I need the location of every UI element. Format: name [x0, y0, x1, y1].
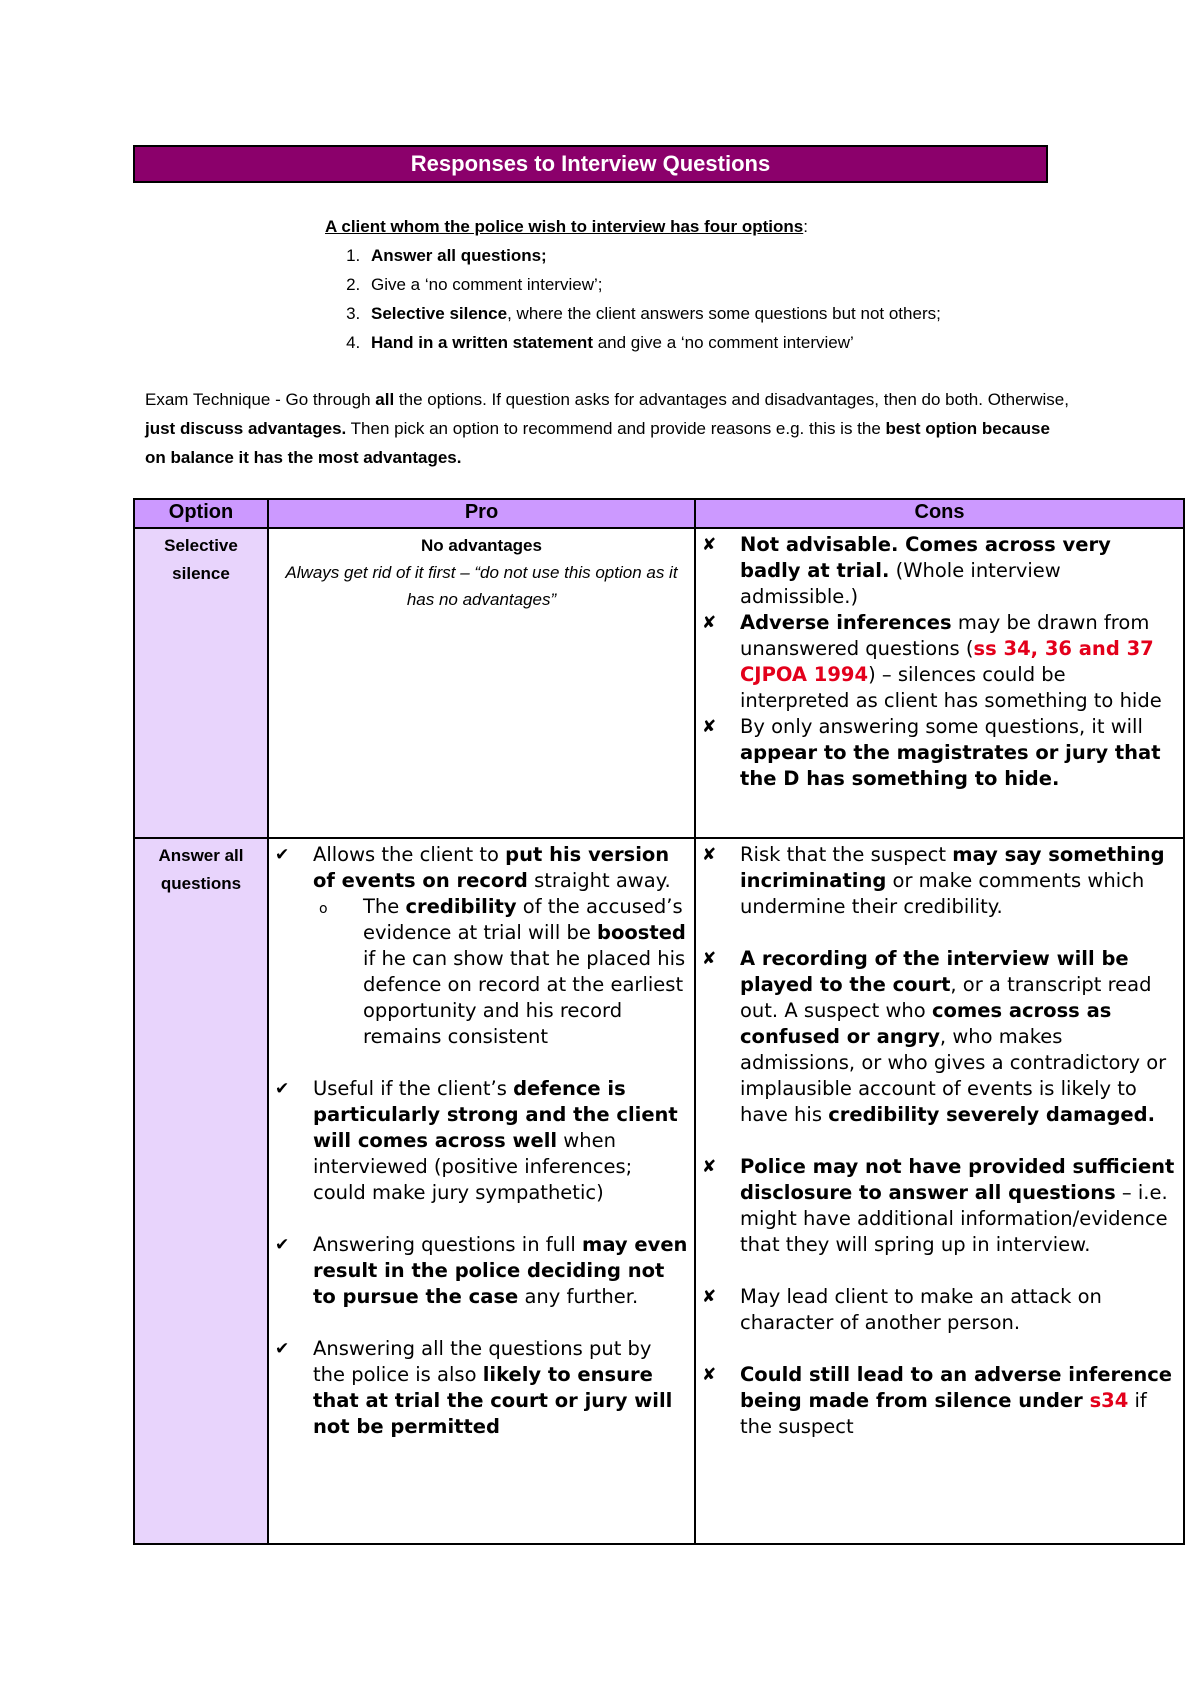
list-item: ✘ Adverse inferences may be drawn from unanswered questions (ss 34, 36 and 37 CJPOA 1994) – silences could be interpreted as client has something to hide [702, 611, 1162, 712]
intro-section [325, 212, 1085, 357]
table-header-row [134, 499, 1184, 528]
list-item: ✔ Answering all the questions put by the police is also likely to ensure that at trial the court or jury will not be permitted [275, 1337, 673, 1438]
cross-icon: ✘ [702, 949, 717, 969]
cross-icon: ✘ [702, 1287, 717, 1307]
options-table [133, 498, 1185, 1545]
list-item: ✔ Allows the client to put his version of events on record straight away. [275, 843, 671, 892]
list-item: ✘ Could still lead to an adverse inference being made from silence under s34 if the suspect [702, 1363, 1173, 1438]
header-cons: Cons [695, 499, 1184, 528]
options-list [325, 241, 1085, 357]
list-item: ✘ Risk that the suspect may say something incriminating or make comments which undermine their credibility. [702, 843, 1165, 918]
pro-note: Always get rid of it first – “do not use this option as it has no advantages” [285, 563, 678, 609]
exam-technique: Exam Technique - Go through all the options. If question asks for advantages and disadvantages, then do both. Otherwise, just discuss advantages. Then pick an option to recommend and provide reasons e.g. this is the best option because on balance it has the most advantages. [145, 390, 1069, 467]
row-pro-cell [268, 528, 695, 838]
cross-icon: ✘ [702, 1365, 717, 1385]
list-item: ✘ Not advisable. Comes across very badly at trial. (Whole interview admissible.) [702, 533, 1111, 608]
option-2: 2. Give a ‘no comment interview’; [365, 270, 1085, 299]
list-item: ✔ Useful if the client’s defence is particularly strong and the client will comes across well when interviewed (positive inferences; could make jury sympathetic) [275, 1077, 678, 1204]
list-item: ✘ A recording of the interview will be played to the court, or a transcript read out. A suspect who comes across as confused or angry, who makes admissions, or who gives a contradictory or implausible account of events is likely to have his credibility severely damaged. [702, 947, 1167, 1126]
list-item: ✘ Police may not have provided sufficient disclosure to answer all questions – i.e. might have additional information/evidence that they will spring up in interview. [702, 1155, 1175, 1256]
option-1: 1. Answer all questions; [365, 241, 1085, 270]
check-icon: ✔ [275, 1339, 290, 1359]
header-pro: Pro [268, 499, 695, 528]
check-icon: ✔ [275, 845, 290, 865]
row-cons-cell [695, 838, 1184, 1544]
row-pro-cell [268, 838, 695, 1544]
cross-icon: ✘ [702, 535, 717, 555]
check-icon: ✔ [275, 1235, 290, 1255]
list-item: ✘ By only answering some questions, it will appear to the magistrates or jury that the D has something to hide. [702, 715, 1161, 790]
list-item: ✔ Answering questions in full may even result in the police deciding not to pursue the case any further. [275, 1233, 688, 1308]
header-option: Option [134, 499, 268, 528]
cross-icon: ✘ [702, 717, 717, 737]
intro-lead: A client whom the police wish to interview has four options: [325, 217, 808, 236]
table-row [134, 838, 1184, 1544]
row-option-label: Answer all questions [134, 838, 268, 1544]
cross-icon: ✘ [702, 845, 717, 865]
check-icon: ✔ [275, 1079, 290, 1099]
title-bar [133, 145, 1048, 183]
no-advantages-label: No advantages [421, 536, 542, 555]
table-row [134, 528, 1184, 838]
cross-icon: ✘ [702, 613, 717, 633]
option-3: 3. Selective silence, where the client answers some questions but not others; [365, 299, 1085, 328]
list-sub-item: o The credibility of the accused’s evidence at trial will be boosted if he can show that he placed his defence on record at the earliest opportunity and his record remains consistent [319, 895, 686, 1048]
circle-bullet-icon: o [319, 901, 328, 917]
cross-icon: ✘ [702, 1157, 717, 1177]
option-4: 4. Hand in a written statement and give a ‘no comment interview’ [365, 328, 1085, 357]
list-item: ✘ May lead client to make an attack on character of another person. [702, 1285, 1102, 1334]
page-title: Responses to Interview Questions [410, 151, 771, 176]
row-cons-cell [695, 528, 1184, 838]
row-option-label: Selective silence [134, 528, 268, 838]
